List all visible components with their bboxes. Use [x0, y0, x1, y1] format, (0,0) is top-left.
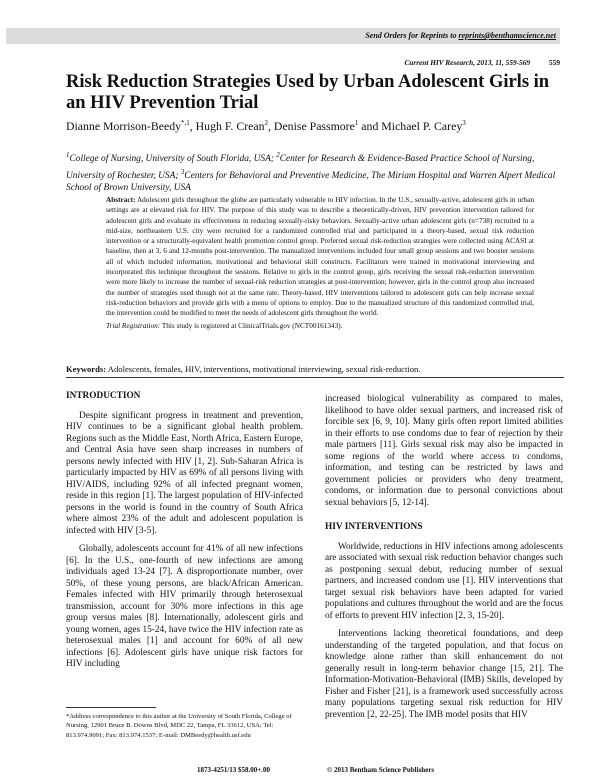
paragraph: Globally, adolescents account for 41% of all new infections [6]. In the U.S., one-fourth of new infections are among individuals aged 13-24 [7]. A disproportionate number, over 50%, of these young persons, are black/African American. Females infected with HIV primarily through heterosexual transmission, account for 30% more infections in this age group versus males [8]. Internationally, adolescent girls and young women, ages 15-24, have twice the HIV infection rate as heterosexual males [1] and account for 60% of all new infections [6]. Adolescent girls have unique risk factors for HIV including: [66, 544, 303, 669]
copyright-notice: © 2013 Bentham Science Publishers: [327, 766, 435, 774]
article-title: Risk Reduction Strategies Used by Urban Adolescent Girls in an HIV Prevention Trial: [66, 72, 550, 113]
trial-label: Trial Registration:: [106, 321, 161, 330]
author-list: [66, 119, 466, 134]
author-separator: ,: [189, 119, 196, 133]
author-sup: 1: [354, 119, 359, 128]
keywords-text: Adolescents, females, HIV, interventions, motivational interviewing, sexual risk-reduction.: [106, 364, 421, 374]
section-heading-introduction: INTRODUCTION: [66, 391, 141, 401]
left-column: [66, 391, 303, 678]
author-sup: *,1: [181, 119, 190, 128]
paragraph: Despite significant progress in treatment and prevention, HIV continues to be a significant global health problem. Regions such as the Middle East, North Africa, Eastern Europe, and Central Asia have seen sharp increases in numbers of persons newly infected with HIV [1, 2]. Sub-Saharan Africa is particularly impacted by HIV as 69% of all persons living with HIV/AIDS, including 92% of all infected pregnant women, reside in this region [1]. The largest population of HIV-infected persons in the world is found in the country of South Africa where almost 23% of the adult and adolescent population is infected with HIV [3-5].: [66, 410, 304, 536]
divider: [66, 377, 564, 378]
author-separator: and: [358, 119, 382, 133]
paragraph-continuation: increased biological vulnerability as compared to males, likelihood to have older sexual partners, and increased risk of forcible sex [6, 9, 10]. Many girls often report limited abilities in their efforts to use condoms due to fear of rejection by their male partners [11]. Girls sexual risk may also be impacted in some regions of the world where access to condoms, information, and testing can be restricted by laws and government policies or providers who deny treatment, condoms, or information due to personal convictions about sexual behaviors [5, 12-14].: [325, 394, 563, 508]
abstract-label: Abstract:: [106, 196, 136, 204]
reprint-email-link[interactable]: reprints@benthamscience.net: [458, 31, 556, 40]
page-number: 559: [549, 58, 560, 67]
keywords: [66, 364, 564, 374]
author-name: Dianne Morrison-Beedy: [66, 119, 181, 133]
trial-text: This study is registered at ClinicalTrials.gov (NCT00161343).: [160, 321, 343, 330]
abstract-body: [106, 195, 534, 319]
section-heading-hiv-interventions: HIV INTERVENTIONS: [325, 522, 423, 532]
affiliation-text: Center for Research & Evidence-Based Practice School of Nursing, University of Rochester, USA;: [66, 154, 535, 181]
affil-sup: 1: [66, 151, 70, 159]
author-separator: ,: [268, 119, 274, 133]
author-sup: 3: [462, 119, 466, 128]
affil-sup: 2: [276, 151, 280, 159]
author-sup: 2: [264, 119, 269, 128]
affiliation-text: Centers for Behavioral and Preventive Medicine, The Miriam Hospital and Warren Alpert Medical School of Brown University, USA: [66, 170, 556, 194]
footnote-divider: [66, 707, 156, 708]
paragraph: Interventions lacking theoretical foundations, and deep understanding of the targeted population, and that focus on knowledge alone rather than skill enhancement do not generally result in long-term behavior change [15, 21]. The Information-Motivation-Behavioral (IMB) Skills, developed by Fisher and Fisher [21], is a framework used successfully across many populations targeting sexual risk reduction for HIV prevention [2, 22-25]. The IMB model posits that HIV: [325, 629, 563, 720]
reprint-prefix: Send Orders for Reprints to: [365, 31, 459, 40]
abstract: [106, 195, 534, 331]
author-name: Denise Passmore: [273, 119, 355, 133]
affiliation-text: College of Nursing, University of South Florida, USA;: [69, 154, 277, 165]
paragraph: Worldwide, reductions in HIV infections among adolescents are associated with sexual risk reduction behavior changes such as postponing sexual debut, reducing number of sexual partners, and increased condom use [1]. HIV interventions that target sexual risk behaviors have been adapted for varied populations and cultures throughout the world and are the focus of efforts to prevent HIV infection [2, 3, 15-20].: [325, 541, 563, 621]
abstract-text: Adolescent girls throughout the globe are particularly vulnerable to HIV infection. In the U.S., sexually-active, adolescent girls in urban settings are at elevated risk for HIV. The purpose of this study was to describe a theoretically-driven, HIV prevention intervention tailored for adolescent girls and evaluate its effectiveness in reducing sexually-risky behaviors. Sexually-active urban adolescent girls (n=738) recruited in a mid-size, northeastern U.S. city were recruited for a randomized controlled trial and participated in a theory-based, sexual risk reduction intervention or a structurally-equivalent health promotion control group. Preferred sexual risk-reduction strategies were collected using ACASI at baseline, then at 3, 6 and 12-months post-intervention. The manualized interventions included four small group sessions and two booster sessions all of which included information, motivational and behavioral skill constructs. Facilitators were trained in motivational interviewing and incorporated this technique throughout the sessions. Relative to girls in the control group, girls receiving the sexual risk-reduction intervention were more likely to increase the number of sexual-risk reduction strategies at post-intervention; however, girls in the control group also increased the number of strategies used though not at the same rate. Theory-based, HIV interventions tailored to adolescent girls can help increase sexual risk-reduction behaviors and provide girls with a menu of options to employ. Due to the manualized structure of this randomized controlled trial, the intervention could be modified to meet the needs of adolescent girls throughout the world.: [106, 196, 534, 318]
affiliations: [66, 149, 564, 195]
affil-sup: 3: [180, 167, 185, 176]
correspondence-footnote: *Address correspondence to this author at the University of South Florida, College of Nursing, 12901 Bruce B. Downs Blvd, MDC 22, Tampa, FL 33612, USA; Tel: 813.974.9091; Fax: 813.974.1537; E-mail: DMBeedy@health.usf.edu: [66, 713, 292, 739]
trial-registration: [106, 321, 534, 331]
reprint-banner: [6, 28, 560, 44]
issn-price: 1873-4251/13 $58.00+.00: [197, 766, 271, 774]
keywords-label: Keywords:: [66, 364, 107, 374]
right-column: [325, 394, 563, 728]
author-name: Hugh F. Crean: [195, 119, 265, 133]
journal-name: Current HIV Research, 2013, 11, 559-569: [404, 58, 530, 67]
author-name: Michael P. Carey: [381, 119, 463, 133]
